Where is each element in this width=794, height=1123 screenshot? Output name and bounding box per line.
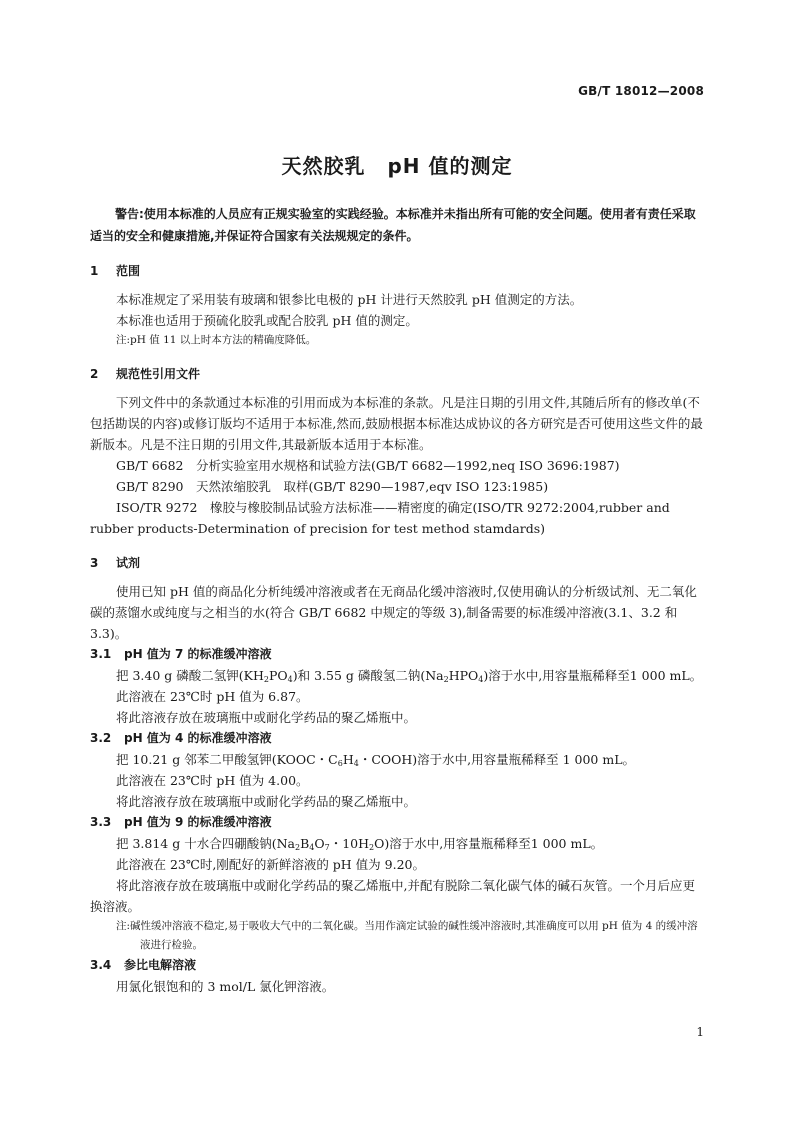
- subsection-3-4-heading: [90, 955, 704, 976]
- subsection-title: pH 值为 7 的标准缓冲溶液: [124, 647, 272, 661]
- section-1-paragraph-1: 本标准规定了采用装有玻璃和银参比电极的 pH 计进行天然胶乳 pH 值测定的方法。: [116, 292, 583, 307]
- standard-code: GB/T 18012—2008: [578, 84, 704, 98]
- section-3-heading: [90, 553, 704, 573]
- subsection-3-3-heading: [90, 812, 704, 833]
- subsection-3-2-paragraph-2: 此溶液在 23℃时 pH 值为 4.00。: [116, 773, 309, 788]
- reference-gb-8290: GB/T 8290 天然浓缩胶乳 取样(GB/T 8290—1987,eqv ISO 123:1985): [116, 479, 549, 494]
- subsection-3-4-paragraph-1: 用氯化银饱和的 3 mol/L 氯化钾溶液。: [116, 979, 335, 994]
- warning-paragraph: 警告:使用本标准的人员应有正规实验室的实践经验。本标准并未指出所有可能的安全问题。使用者有责任采取适当的安全和健康措施,并保证符合国家有关法规规定的条件。: [90, 207, 696, 243]
- subsection-number: 3.2: [90, 731, 112, 745]
- section-2-heading: [90, 364, 704, 384]
- title-part-1: 天然胶乳: [281, 154, 366, 178]
- section-title: 试剂: [116, 556, 141, 570]
- subsection-number: 3.4: [90, 958, 112, 972]
- document-title: [0, 150, 794, 179]
- subsection-title: pH 值为 9 的标准缓冲溶液: [124, 815, 272, 829]
- subsection-3-1-paragraph-2: 此溶液在 23℃时 pH 值为 6.87。: [116, 689, 309, 704]
- subsection-3-2-heading: [90, 728, 704, 749]
- title-part-2: pH 值的测定: [387, 154, 513, 178]
- section-title: 范围: [116, 264, 141, 278]
- subsection-title: 参比电解溶液: [124, 958, 197, 972]
- subsection-3-3-note: 注:碱性缓冲溶液不稳定,易于吸收大气中的二氧化碳。当用作滴定试验的碱性缓冲溶液时,其准确度可以用 pH 值为 4 的缓冲溶液进行检验。: [116, 920, 698, 951]
- subsection-title: pH 值为 4 的标准缓冲溶液: [124, 731, 272, 745]
- subsection-3-3-paragraph-3: 将此溶液存放在玻璃瓶中或耐化学药品的聚乙烯瓶中,并配有脱除二氧化碳气体的碱石灰管。一个月后应更换溶液。: [90, 878, 695, 914]
- section-1-heading: [90, 261, 704, 281]
- section-2-paragraph-1: 下列文件中的条款通过本标准的引用而成为本标准的条款。凡是注日期的引用文件,其随后所有的修改单(不包括勘误的内容)或修订版均不适用于本标准,然而,鼓励根据本标准达成协议的各方研究是否可使用这些文件的最新版本。凡是不注日期的引用文件,其最新版本适用于本标准。: [90, 395, 703, 452]
- section-1-paragraph-2: 本标准也适用于预硫化胶乳或配合胶乳 pH 值的测定。: [116, 313, 418, 328]
- subsection-3-3-paragraph-2: 此溶液在 23℃时,刚配好的新鲜溶液的 pH 值为 9.20。: [116, 857, 425, 872]
- page-number: 1: [696, 1025, 704, 1039]
- subsection-3-1-paragraph-3: 将此溶液存放在玻璃瓶中或耐化学药品的聚乙烯瓶中。: [116, 710, 417, 725]
- section-number: 3: [90, 556, 99, 570]
- subsection-3-2-paragraph-3: 将此溶液存放在玻璃瓶中或耐化学药品的聚乙烯瓶中。: [116, 794, 417, 809]
- subsection-3-1-paragraph-1: 把 3.40 g 磷酸二氢钾$(KH_2PO_4)$和 3.55 g 磷酸氢二钠$(Na_2HPO_4)$溶于水中,用容量瓶稀释至1 000 mL。: [116, 668, 703, 684]
- reference-iso-9272: ISO/TR 9272 橡胶与橡胶制品试验方法标准——精密度的确定(ISO/TR 9272:2004,rubber and rubber products-Determination of precision for test method stamdards): [90, 500, 670, 536]
- subsection-3-1-heading: [90, 644, 704, 665]
- document-body: [90, 203, 704, 997]
- section-1-note: 注:pH 值 11 以上时本方法的精确度降低。: [116, 334, 317, 346]
- reference-gb-6682: GB/T 6682 分析实验室用水规格和试验方法(GB/T 6682—1992,neq ISO 3696:1987): [116, 458, 620, 473]
- section-title: 规范性引用文件: [116, 367, 201, 381]
- subsection-number: 3.1: [90, 647, 112, 661]
- subsection-3-2-paragraph-1: 把 10.21 g 邻苯二甲酸氢钾(KOOC・$C_6H_4$・COOH)溶于水中,用容量瓶稀释至 1 000 mL。: [116, 752, 636, 768]
- section-number: 1: [90, 264, 99, 278]
- section-3-paragraph-1: 使用已知 pH 值的商品化分析纯缓冲溶液或者在无商品化缓冲溶液时,仅使用确认的分析级试剂、无二氧化碳的蒸馏水或纯度与之相当的水(符合 GB/T 6682 中规定的等级 3),制备需要的标准缓冲溶液(3.1、3.2 和 3.3)。: [90, 584, 697, 641]
- section-number: 2: [90, 367, 99, 381]
- subsection-3-3-paragraph-1: 把 3.814 g 十水合四硼酸钠($Na_2B_4O_7$・$10H_2O$)溶于水中,用容量瓶稀释至1 000 mL。: [116, 836, 604, 852]
- subsection-number: 3.3: [90, 815, 112, 829]
